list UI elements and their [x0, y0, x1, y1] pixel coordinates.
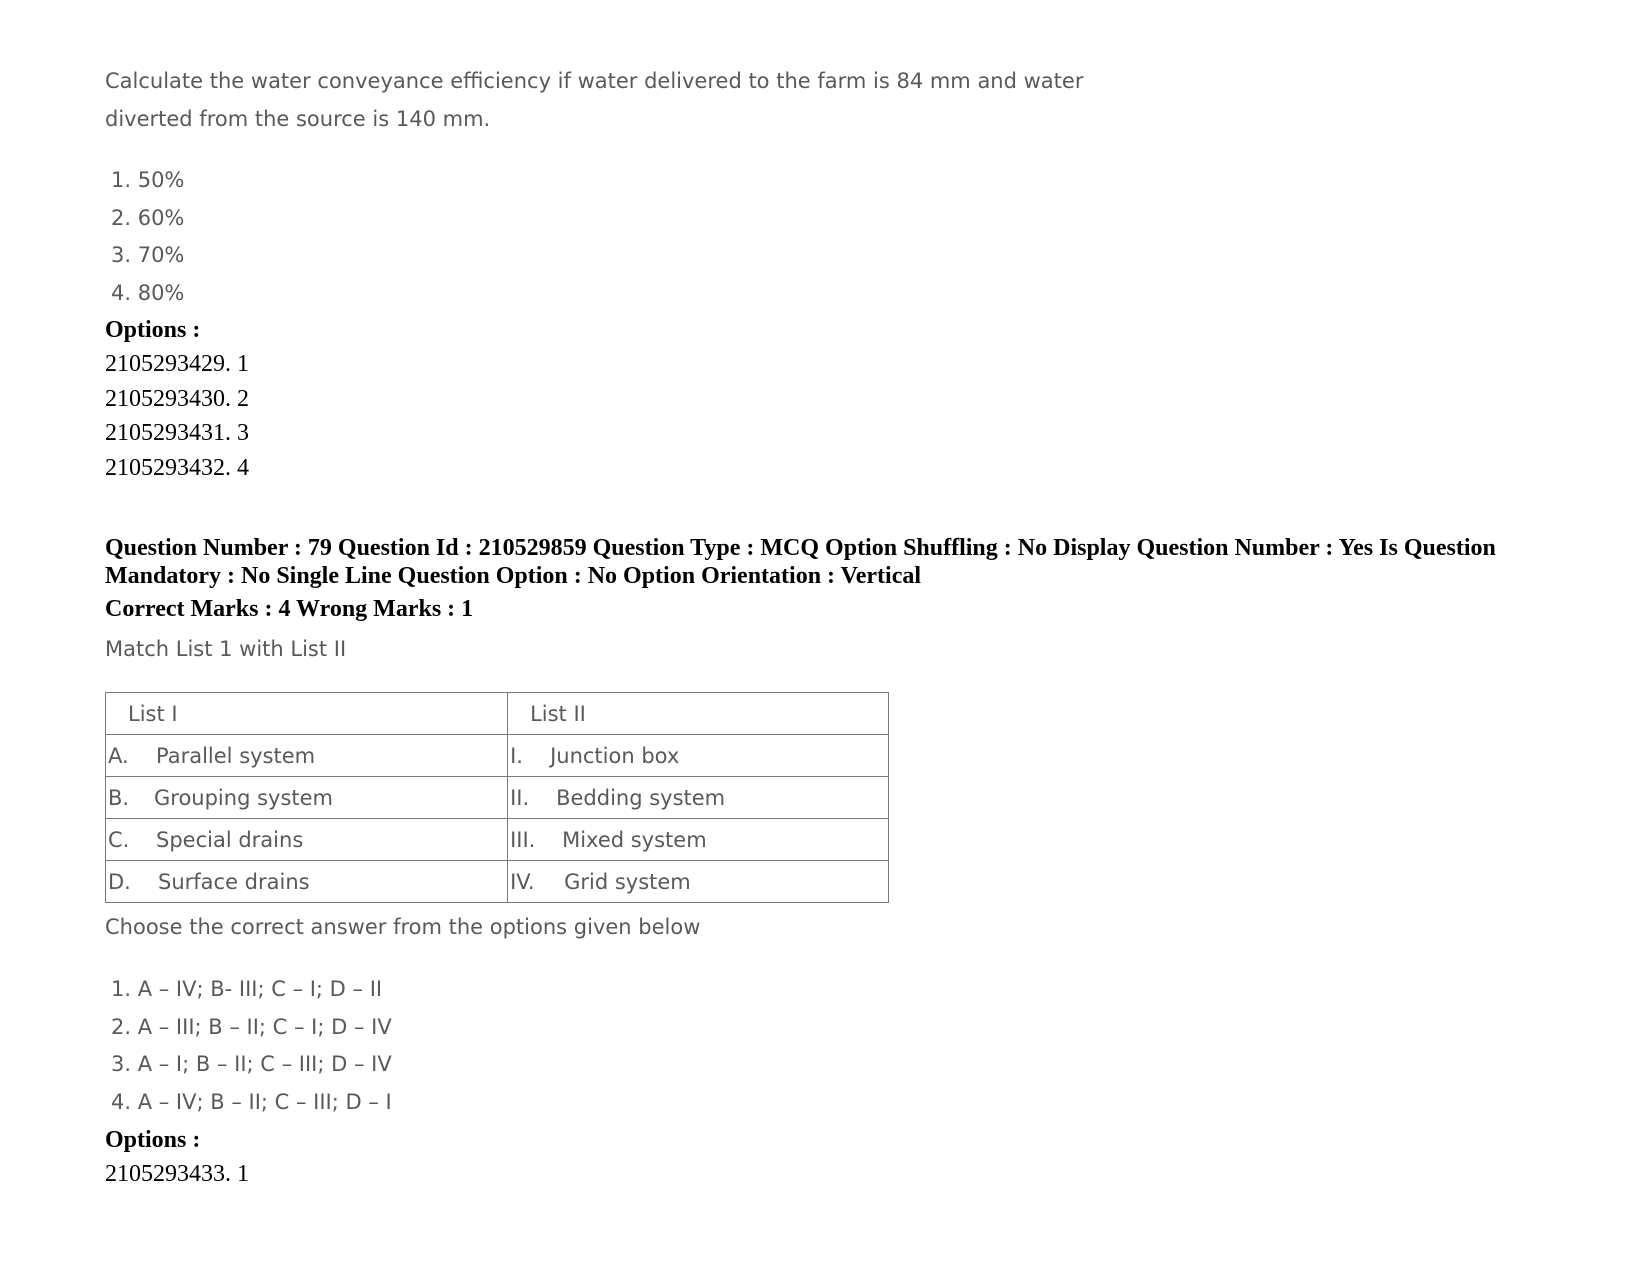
question-2-instruction: Choose the correct answer from the options given below	[105, 915, 701, 939]
match-table-cell-list-2	[508, 777, 889, 819]
match-table-cell-list-1	[106, 735, 508, 777]
row-text: Grid system	[564, 869, 691, 894]
match-table-row	[106, 819, 889, 861]
question-1-option-2: 2105293430. 2	[105, 385, 249, 412]
row-tag: IV.	[510, 869, 535, 894]
row-tag: III.	[510, 827, 536, 852]
question-2-choice-3: 3. A – I; B – II; C – III; D – IV	[111, 1052, 392, 1076]
question-1-option-4: 2105293432. 4	[105, 454, 249, 481]
question-2-choice-1: 1. A – IV; B- III; C – I; D – II	[111, 977, 383, 1001]
question-1-options	[105, 314, 249, 485]
question-1-option-3: 2105293431. 3	[105, 420, 249, 446]
row-text: Parallel system	[156, 743, 316, 768]
question-1-stem	[105, 62, 1165, 138]
question-2-meta	[105, 534, 1575, 590]
row-text: Grouping system	[154, 785, 334, 810]
question-2-options-label: Options :	[105, 1127, 201, 1153]
question-2-match-title: Match List 1 with List II	[105, 637, 347, 661]
row-tag: I.	[510, 743, 523, 768]
row-tag: C.	[108, 827, 130, 852]
row-text: Mixed system	[562, 827, 707, 852]
question-1-options-label: Options :	[105, 317, 201, 343]
question-1-choice-4: 4. 80%	[111, 280, 185, 305]
row-text: Special drains	[156, 827, 304, 852]
match-table-row	[106, 777, 889, 819]
question-1-choices	[111, 162, 184, 312]
match-table-cell-list-1	[106, 777, 508, 819]
match-table-header-list-2: List II	[508, 693, 889, 735]
match-table	[105, 692, 889, 903]
match-table-cell-list-1	[106, 861, 508, 903]
match-table-cell-list-2	[508, 861, 889, 903]
match-table-cell-list-2	[508, 819, 889, 861]
question-1-choice-3: 3. 70%	[111, 243, 185, 267]
question-2-marks: Correct Marks : 4 Wrong Marks : 1	[105, 596, 474, 622]
row-text: Bedding system	[556, 785, 726, 810]
question-2-meta-line-2: Mandatory : No Single Line Question Option : No Option Orientation : Vertical	[105, 563, 922, 589]
question-1-stem-line-1: Calculate the water conveyance efficiency if water delivered to the farm is 84 mm and water	[105, 69, 1084, 93]
match-table-cell-list-2	[508, 735, 889, 777]
row-text: Junction box	[550, 743, 680, 768]
question-2-option-1: 2105293433. 1	[105, 1161, 249, 1187]
question-1-choice-2: 2. 60%	[111, 205, 185, 230]
row-tag: B.	[108, 785, 130, 810]
question-1-option-1: 2105293429. 1	[105, 351, 249, 377]
match-table-header-row	[106, 693, 889, 735]
question-2-options	[105, 1124, 249, 1192]
question-2-choices	[111, 971, 392, 1121]
match-table-row	[106, 861, 889, 903]
question-1-stem-line-2: diverted from the source is 140 mm.	[105, 107, 491, 131]
question-2-meta-line-1: Question Number : 79 Question Id : 210529859 Question Type : MCQ Option Shuffling : No Display Question Number : Yes Is Question	[105, 535, 1496, 561]
match-table-cell-list-1	[106, 819, 508, 861]
row-text: Surface drains	[158, 869, 310, 894]
question-2-choice-4: 4. A – IV; B – II; C – III; D – I	[111, 1089, 392, 1114]
row-tag: A.	[108, 743, 129, 768]
match-table-row	[106, 735, 889, 777]
row-tag: II.	[510, 785, 530, 810]
match-table-header-list-1: List I	[106, 693, 508, 735]
question-1-choice-1: 1. 50%	[111, 168, 185, 192]
row-tag: D.	[108, 869, 131, 894]
question-2-choice-2: 2. A – III; B – II; C – I; D – IV	[111, 1014, 392, 1039]
